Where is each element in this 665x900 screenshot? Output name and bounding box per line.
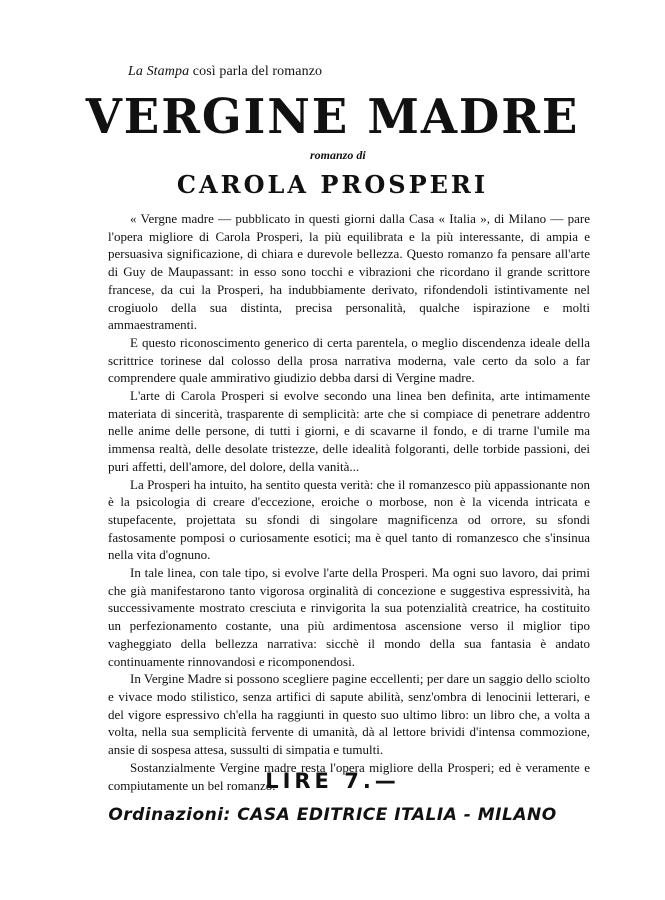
paragraph: In Vergine Madre si possono scegliere pagine eccellenti; per dare un saggio dello sciolto e vivace modo stilistico, senza artifici di sapute abilità, senz'ombra di lenocinii letterari, e del vigore espressivo ch'ella ha raggiunti in questo suo ultimo libro: un libro che, a volta a volta, nella sua semplicità fervente di umanità, dà al lettore brividi d'intensa commozione, ansie di sospesa attesa, sussulti di simpatia e tumulti.: [108, 671, 590, 758]
paragraph: E questo riconoscimento generico di certa parentela, o meglio discendenza ideale della scrittrice torinese dal colosso della prosa narrativa moderna, vale certo da solo a far comprendere quale ammirativo giudizio debba darsi di Vergine madre.: [108, 334, 590, 386]
price: LIRE 7.—: [265, 769, 400, 793]
paragraph: L'arte di Carola Prosperi si evolve secondo una linea ben definita, arte intimamente materiata di sincerità, trasparente di semplicità: arte che si compiace di penetrare addentro nelle anime delle persone, di tutti i giorni, e di scavarne il fondo, e di trarne l'umile ma immensa realtà, delle desolate tristezze, delle idealità folgoranti, delle torbide passioni, dei puri affetti, dell'amore, del dolore, della vanità...: [108, 388, 590, 474]
paragraph: La Prosperi ha intuito, ha sentito questa verità: che il romanzesco più appassionante non è la psicologia di creare d'eccezione, eroiche o morbose, non è la vicenda intricata e stupefacente, projettata su sfondi di singolare magnificenza od orrore, su sfondi fastosamente pomposi o curiosamente esotici; ma è quel tanto di romanzesco che s'insinua nella vita d'ognuno.: [108, 476, 590, 563]
publication-name: La Stampa: [128, 64, 190, 79]
review-text: [108, 210, 590, 794]
paragraph: « Vergne madre — pubblicato in questi giorni dalla Casa « Italia », di Milano — pare l'opera migliore di Carola Prosperi, la più equilibrata e la più interessante, di ampia e persuasiva significazione, di chiara e durevole bellezza. Questo romanzo fa pensare all'arte di Guy de Maupassant: in esso sono tocchi e vibrazioni che ricordano il grande scrittore francese, da cui la Prosperi, ha indubbiamente derivato, rifondendoli istintivamente nel crogiuolo della sua distinta, precisa personalità, qualche ispirazione e molti ammaestramenti.: [108, 211, 590, 333]
subtitle: romanzo di: [310, 148, 366, 162]
book-title: VERGINE MADRE: [85, 89, 580, 145]
intro-line: [128, 64, 322, 80]
intro-text: così parla del romanzo: [189, 64, 323, 79]
paragraph: In tale linea, con tale tipo, si evolve l'arte della Prosperi. Ma ogni suo lavoro, dai primi che già manifestarono tanto vigorosa orginalità di concezione e suggestiva espressività, ha successivamente mostrato cresciuta e rinvigorita la sua potenzialità creatrice, ha costituito un perfezionamento costante, una più ardimentosa ascensione verso il miglior tipo vagheggiato della bellezza narrativa: sicchè il mondo della sua fantasia è andato continuamente rinnovandosi e ricomponendosi.: [108, 565, 590, 669]
order-info: Ordinazioni: CASA EDITRICE ITALIA - MILANO: [108, 805, 557, 825]
paragraph: Sostanzialmente Vergine madre resta l'opera migliore della Prosperi; ed è veramente e compiutamente un bel romanzo.: [108, 759, 590, 793]
author-name: CAROLA PROSPERI: [176, 170, 489, 199]
